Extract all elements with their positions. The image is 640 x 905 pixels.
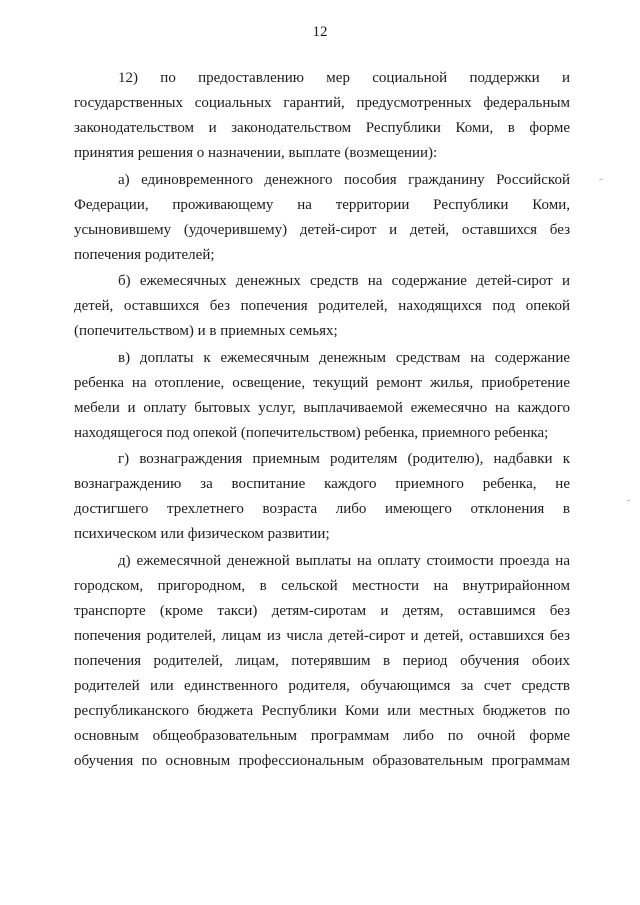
text-line: психическом или физическом развитии; — [74, 526, 330, 542]
text-line: детей, оставшихся без попечения родителей, находящихся под опекой — [74, 298, 570, 314]
text-line: Федерации, проживающему на территории Республики Коми, — [74, 196, 570, 213]
text-line: попечения родителей; — [74, 246, 215, 263]
text-line: попечения родителей, лицам из числа детей-сирот и детей, оставшихся без — [74, 627, 570, 644]
scan-mark — [627, 500, 630, 501]
text-line: обучения по основным профессиональным образовательным программам — [74, 752, 570, 769]
text-line: находящегося под опекой (попечительством) ребенка, приемного ребенка; — [74, 424, 549, 441]
text-line: усыновившему (удочерившему) детей-сирот и детей, оставшихся без — [74, 221, 570, 238]
subclause-v — [74, 346, 570, 446]
text-line: мебели и оплату бытовых услуг, выплачиваемой ежемесячно на каждого — [74, 399, 570, 416]
text-line: в) доплаты к ежемесячным денежным средствам на содержание — [118, 349, 570, 366]
page-number: 12 — [312, 24, 328, 40]
subclause-d — [74, 549, 570, 774]
text-line: 12) по предоставлению мер социальной поддержки и — [118, 70, 570, 86]
text-line: б) ежемесячных денежных средств на содержание детей-сирот и — [118, 273, 570, 289]
text-line: а) единовременного денежного пособия гражданину Российской — [118, 171, 570, 188]
subclause-b — [74, 269, 570, 344]
scan-mark — [599, 178, 603, 180]
clause-12 — [74, 66, 570, 166]
text-line: д) ежемесячной денежной выплаты на оплату стоимости проезда на — [118, 552, 570, 569]
text-line: вознаграждению за воспитание каждого приемного ребенка, не — [74, 476, 570, 492]
text-line: государственных социальных гарантий, предусмотренных федеральным — [74, 95, 570, 111]
text-line: достигшего трехлетнего возраста либо имеющего отклонения в — [74, 501, 570, 517]
document-body — [74, 66, 570, 775]
text-line: попечения родителей, лицам, потерявшим в период обучения обоих — [74, 652, 570, 669]
text-line: городском, пригородном, в сельской местности на внутрирайонном — [74, 577, 570, 594]
text-line: (попечительством) и в приемных семьях; — [74, 323, 338, 339]
text-line: ребенка на отопление, освещение, текущий ремонт жилья, приобретение — [74, 374, 570, 391]
subclause-g — [74, 447, 570, 547]
text-line: основным общеобразовательным программам либо по очной форме — [74, 727, 570, 744]
text-line: родителей или единственного родителя, обучающимся за счет средств — [74, 677, 570, 694]
text-line: принятия решения о назначении, выплате (возмещении): — [74, 145, 438, 161]
text-line: г) вознаграждения приемным родителям (родителю), надбавки к — [118, 451, 570, 467]
text-line: законодательством и законодательством Республики Коми, в форме — [74, 120, 570, 136]
text-line: республиканского бюджета Республики Коми или местных бюджетов по — [74, 702, 570, 719]
subclause-a — [74, 168, 570, 268]
text-line: транспорте (кроме такси) детям-сиротам и детям, оставшимся без — [74, 602, 570, 619]
